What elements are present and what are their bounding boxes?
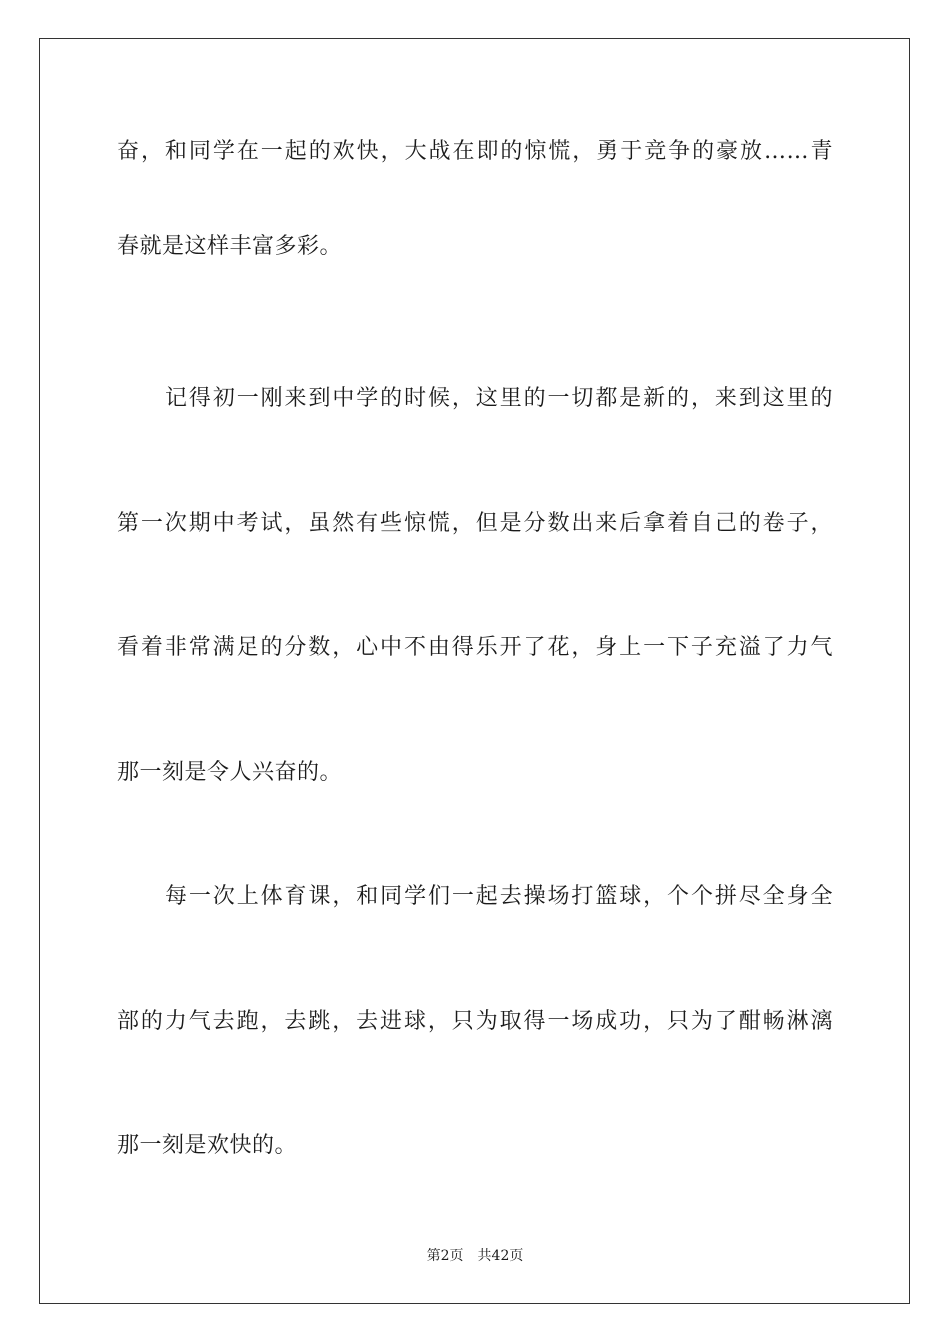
text-line-7: 每一次上体育课，和同学们一起去操场打篮球，个个拼尽全身全	[165, 884, 833, 909]
text-line-6: 那一刻是令人兴奋的。	[117, 760, 343, 785]
page-total: 共42页	[477, 1248, 524, 1264]
page-footer	[0, 1246, 950, 1266]
text-line-3: 记得初一刚来到中学的时候，这里的一切都是新的，来到这里的	[165, 386, 833, 411]
text-line-4: 第一次期中考试，虽然有些惊慌，但是分数出来后拿着自己的卷子，	[117, 511, 833, 536]
text-line-8: 部的力气去跑，去跳，去进球，只为取得一场成功，只为了酣畅淋漓	[117, 1009, 833, 1034]
page-number: 第2页	[426, 1248, 464, 1264]
page-border	[39, 38, 910, 1304]
text-line-2: 春就是这样丰富多彩。	[117, 234, 343, 259]
text-line-5: 看着非常满足的分数，心中不由得乐开了花，身上一下子充溢了力气	[117, 635, 833, 660]
text-line-1: 奋，和同学在一起的欢快，大战在即的惊慌，勇于竞争的豪放……青	[117, 139, 833, 164]
text-line-9: 那一刻是欢快的。	[117, 1133, 298, 1158]
